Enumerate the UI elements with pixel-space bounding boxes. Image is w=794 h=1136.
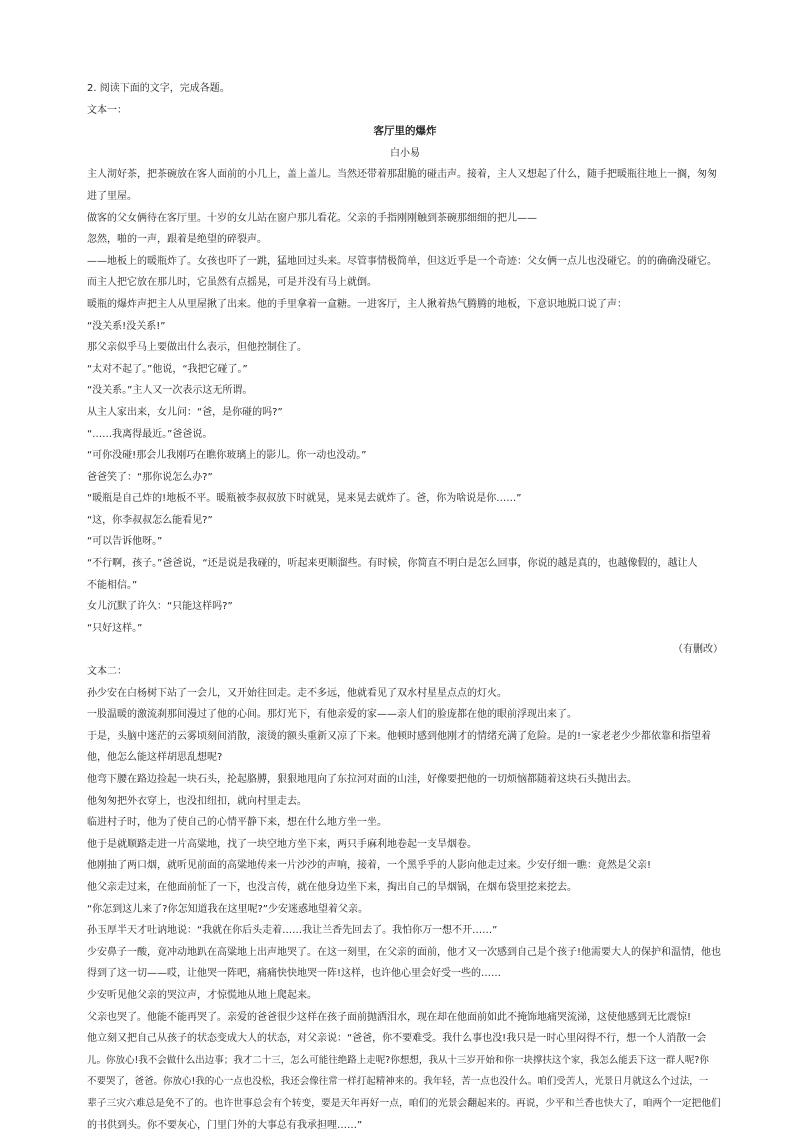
paragraph-line: 暖瓶的爆炸声把主人从里屋揪了出来。他的手里拿着一盒糖。一进客厅，主人揪着热气腾腾的地板，下意识地脱口说了声： xyxy=(87,294,723,316)
paragraph-line: 从主人家出来，女儿问：“爸，是你碰的吗?” xyxy=(87,402,723,424)
paragraph-line: 他匆匆把外衣穿上，也没扣纽扣，就向村里走去。 xyxy=(87,791,723,813)
paragraph-line: “……我离得最近。”爸爸说。 xyxy=(87,424,723,446)
paragraph-line: 少安听见他父亲的哭泣声，才惊慌地从地上爬起来。 xyxy=(87,985,723,1007)
paragraph-line: 孙玉厚半天才吐讷地说：“我就在你后头走着……我让兰香先回去了。我怕你万一想不开……” xyxy=(87,920,723,942)
document-page xyxy=(87,78,723,1136)
paragraph-line: 那父亲似乎马上要做出什么表示，但他控制住了。 xyxy=(87,337,723,359)
paragraph-line: 忽然，啪的一声，跟着是绝望的碎裂声。 xyxy=(87,229,723,251)
text2-body xyxy=(87,683,723,1136)
paragraph-line: 做客的父女俩待在客厅里。十岁的女儿站在窗户那儿看花。父亲的手指刚刚触到茶碗那细细的把儿—— xyxy=(87,208,723,230)
question-prompt: 2. 阅读下面的文字，完成各题。 xyxy=(87,78,723,100)
paragraph-line: “只好这样。” xyxy=(87,618,723,640)
paragraph-line: “这，你李叔叔怎么能看见?” xyxy=(87,510,723,532)
story-author: 白小易 xyxy=(87,143,723,165)
revision-note: （有删改） xyxy=(87,639,723,661)
paragraph-line: “你怎到这儿来了?你怎知道我在这里呢?”少安迷惑地望着父亲。 xyxy=(87,899,723,921)
paragraph-line: 他于是就顺路走进一片高粱地，找了一块空地方坐下来，两只手麻利地卷起一支旱烟卷。 xyxy=(87,834,723,856)
paragraph-line: 进了里屋。 xyxy=(87,186,723,208)
story-title: 客厅里的爆炸 xyxy=(87,121,723,143)
paragraph-line: 爸爸笑了：“那你说怎么办?” xyxy=(87,467,723,489)
paragraph-line: 他立刻又把自己从孩子的状态变成大人的状态，对父亲说：“爸爸，你不要难受。我什么事也没!我只是一时心里闷得不行，想一个人消散一会 xyxy=(87,1028,723,1050)
paragraph-line: 孙少安在白杨树下站了一会儿，又开始往回走。走不多远，他就看见了双水村星星点点的灯火。 xyxy=(87,683,723,705)
text2-label: 文本二： xyxy=(87,661,723,683)
paragraph-line: 少安鼻子一酸，竟冲动地趴在高粱地上出声地哭了。在这一刻里，在父亲的面前，他才又一次感到自己是个孩子!他需要大人的保护和温情，他也 xyxy=(87,942,723,964)
paragraph-line: 不能相信。” xyxy=(87,575,723,597)
paragraph-line: 的书供到头。你不要灰心，门里门外的大事总有我承担哩……” xyxy=(87,1115,723,1136)
paragraph-line: 女儿沉默了许久：“只能这样吗?” xyxy=(87,596,723,618)
paragraph-line: 他弯下腰在路边捡起一块石头，抡起胳膊，狠狠地甩向了东拉河对面的山洼，好像要把他的一切烦恼都随着这块石头抛出去。 xyxy=(87,769,723,791)
paragraph-line: “没关系。”主人又一次表示这无所谓。 xyxy=(87,380,723,402)
paragraph-line: 不要哭了，爸爸。你放心!我的心一点也没松，我还会像往常一样打起精神来的。我年轻，苦一点也没什么。咱们受苦人，光景日月就这么个过法，一 xyxy=(87,1071,723,1093)
paragraph-line: “太对不起了。”他说，“我把它碰了。” xyxy=(87,359,723,381)
paragraph-line: 主人沏好茶，把茶碗放在客人面前的小几上，盖上盖儿。当然还带着那甜脆的碰击声。接着，主人又想起了什么，随手把暖瓶往地上一搁，匆匆 xyxy=(87,164,723,186)
text1-body xyxy=(87,164,723,639)
paragraph-line: 于是，头脑中迷茫的云雾顷刻间消散，滚烫的额头重新又凉了下来。他顿时感到他刚才的情绪充满了危险。是的!一家老老少少都依靠和指望着 xyxy=(87,726,723,748)
paragraph-line: 得到了这一切——哎，让他哭一阵吧，痛痛快快地哭一阵!这样，也许他心里会好受一些的…… xyxy=(87,963,723,985)
paragraph-line: ——地板上的暖瓶炸了。女孩也吓了一跳，猛地回过头来。尽管事情极简单，但这近乎是一个奇迹：父女俩一点儿也没碰它。的的确确没碰它。 xyxy=(87,251,723,273)
paragraph-line: “不行啊，孩子。”爸爸说，“还是说是我碰的，听起来更顺溜些。有时候，你简直不明白是怎么回事，你说的越是真的，也越像假的，越让人 xyxy=(87,553,723,575)
paragraph-line: 他刚抽了两口烟，就听见前面的高粱地传来一片沙沙的声响，接着，一个黑乎乎的人影向他走过来。少安仔细一瞧：竟然是父亲! xyxy=(87,855,723,877)
paragraph-line: 他，他怎么能这样胡思乱想呢? xyxy=(87,747,723,769)
paragraph-line: “可你没碰!那会儿我刚巧在瞧你玻璃上的影儿。你一动也没动。” xyxy=(87,445,723,467)
paragraph-line: 而主人把它放在那儿时，它虽然有点摇晃，可是并没有马上就倒。 xyxy=(87,272,723,294)
paragraph-line: 父亲也哭了。他能不能再哭了。亲爱的爸爸很少这样在孩子面前抛洒泪水，现在却在他面前如此不掩饰地痛哭流涕，这使他感到无比震惊! xyxy=(87,1007,723,1029)
paragraph-line: “没关系!没关系!” xyxy=(87,316,723,338)
paragraph-line: 儿。你放心!我不会做什么出边事；我才二十三，怎么可能往绝路上走呢?你想想，我从十三岁开始和你一块撑扶这个家，我怎么能丢下这一群人呢?你 xyxy=(87,1050,723,1072)
paragraph-line: 一股温暖的激流刹那间漫过了他的心间。那灯光下，有他亲爱的家——亲人们的脸庞都在他的眼前浮现出来了。 xyxy=(87,704,723,726)
paragraph-line: “暖瓶是自己炸的!地板不平。暖瓶被李叔叔放下时就晃，晃来晃去就炸了。爸，你为啥说是你……” xyxy=(87,488,723,510)
text1-label: 文本一： xyxy=(87,100,723,122)
paragraph-line: 他父亲走过来，在他面前怔了一下，也没言传，就在他身边坐下来，掏出自己的旱烟锅，在烟布袋里挖来挖去。 xyxy=(87,877,723,899)
paragraph-line: 临进村子时，他为了使自己的心情平静下来，想在什么地方坐一坐。 xyxy=(87,812,723,834)
paragraph-line: 辈子三灾六难总是免不了的。也许世事总会有个转变，要是天年再好一点，咱们的光景会翻起来的。再说，少平和兰香也快大了，咱两个一定把他们 xyxy=(87,1093,723,1115)
paragraph-line: “可以告诉他呀。” xyxy=(87,531,723,553)
